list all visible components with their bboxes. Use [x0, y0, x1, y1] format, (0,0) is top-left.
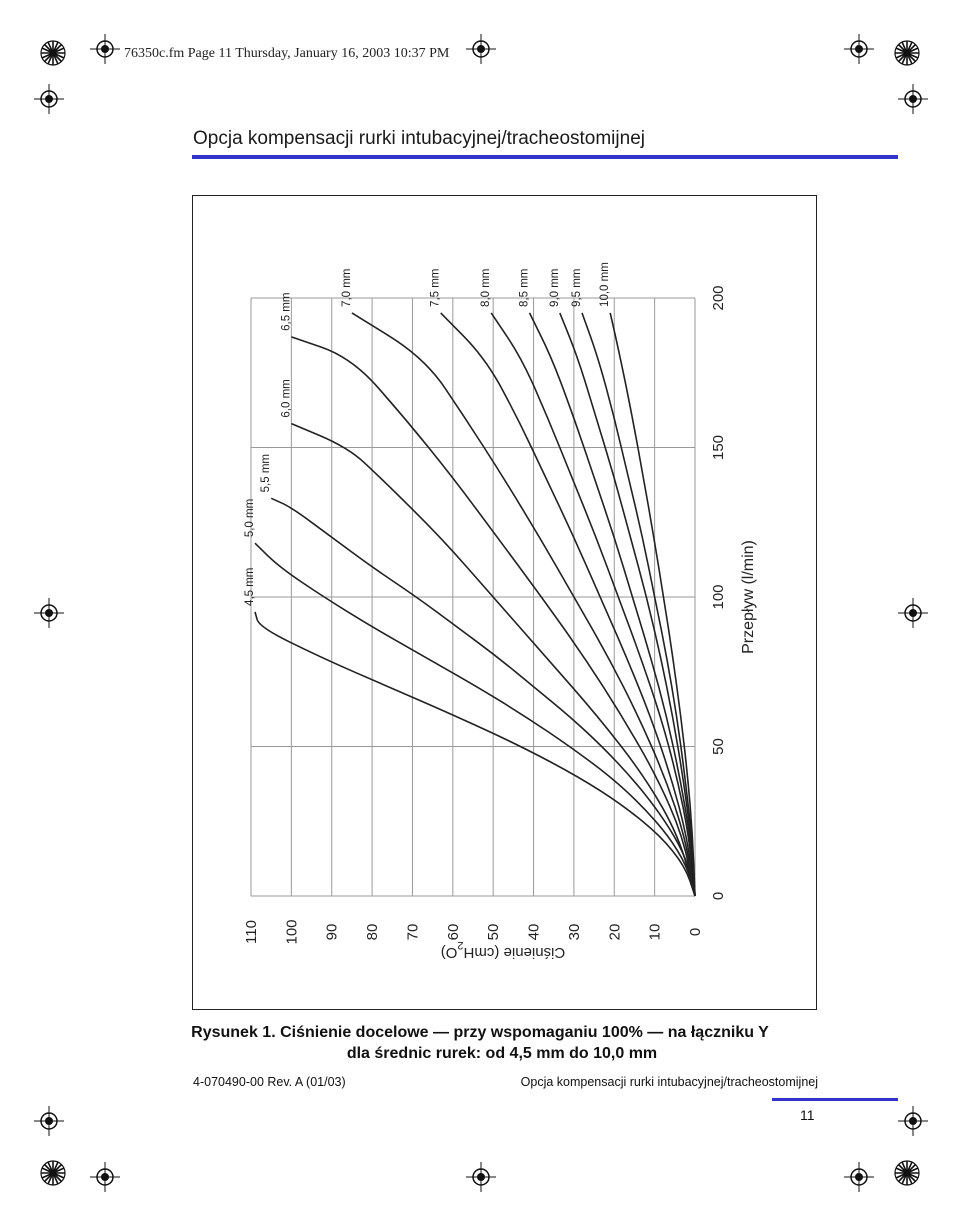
series-label: 9,0 mm [548, 268, 561, 307]
y-tick-label: 40 [525, 923, 543, 941]
y-axis-title: Ciśnienie (cmH$_2$O) [440, 939, 566, 961]
page-header-title: Opcja kompensacji rurki intubacyjnej/tracheostomijnej [193, 128, 645, 149]
series-line [610, 313, 695, 896]
y-tick-label: 10 [646, 923, 664, 941]
x-tick-label: 100 [710, 584, 727, 610]
registration-mark-icon [40, 1160, 66, 1186]
caption-lead: Rysunek 1. [191, 1024, 276, 1041]
series-label: 9,5 mm [570, 268, 583, 307]
y-tick-label: 60 [444, 923, 462, 941]
registration-mark-icon [894, 40, 920, 66]
x-tick-label: 150 [710, 434, 727, 461]
series-label: 7,0 mm [340, 268, 353, 307]
crosshair-mark-icon [898, 598, 928, 628]
y-tick-label: 110 [243, 920, 260, 944]
y-tick-label: 50 [485, 923, 503, 941]
series-label: 8,5 mm [518, 268, 531, 307]
print-slug: 76350c.fm Page 11 Thursday, January 16, 2003 10:37 PM [124, 46, 450, 61]
footer-title: Opcja kompensacji rurki intubacyjnej/tracheostomijnej [520, 1075, 818, 1089]
page-number: 11 [800, 1107, 815, 1123]
series-label: 6,5 mm [280, 292, 293, 331]
figure-caption-line-2: dla średnic rurek: od 4,5 mm do 10,0 mm [346, 1045, 658, 1062]
series-line [582, 313, 695, 896]
series-label: 7,5 mm [429, 268, 442, 307]
x-axis-title: Przepływ (l/min) [740, 540, 757, 654]
figure-caption-line-1 [0, 1024, 960, 1042]
series-label: 10,0 mm [599, 262, 612, 307]
series-line [271, 498, 695, 896]
series-label: 6,0 mm [280, 379, 293, 418]
series-label: 4,5 mm [244, 567, 257, 606]
crosshair-mark-icon [34, 84, 64, 114]
crosshair-mark-icon [466, 1162, 496, 1192]
registration-mark-icon [894, 1160, 920, 1186]
y-tick-label: 70 [404, 923, 422, 941]
series-label: 5,5 mm [260, 453, 273, 493]
y-tick-label: 30 [565, 923, 583, 941]
x-tick-label: 50 [710, 738, 727, 755]
figure-frame [192, 195, 817, 1010]
y-tick-label: 0 [687, 927, 704, 937]
footer-rule [772, 1098, 898, 1101]
y-tick-label: 100 [283, 919, 301, 945]
caption-text: Ciśnienie docelowe — przy wspomaganiu 100% — na łączniku Y [275, 1024, 769, 1041]
y-tick-label: 80 [364, 923, 382, 941]
crosshair-mark-icon [466, 34, 496, 64]
series-line [255, 543, 695, 896]
header-rule [192, 155, 898, 159]
crosshair-mark-icon [844, 34, 874, 64]
crosshair-mark-icon [898, 1106, 928, 1136]
footer-doc-number: 4-070490-00 Rev. A (01/03) [193, 1075, 346, 1089]
y-tick-label: 90 [323, 923, 341, 941]
series-line [255, 612, 695, 896]
crosshair-mark-icon [90, 1162, 120, 1192]
y-tick-label: 20 [606, 923, 624, 941]
x-tick-label: 0 [710, 891, 727, 901]
series-label: 8,0 mm [480, 268, 493, 307]
registration-mark-icon [40, 40, 66, 66]
crosshair-mark-icon [844, 1162, 874, 1192]
x-tick-label: 200 [710, 285, 727, 311]
pressure-flow-chart [193, 196, 815, 1008]
series-label: 5,0 mm [244, 498, 257, 538]
crosshair-mark-icon [90, 34, 120, 64]
crosshair-mark-icon [34, 598, 64, 628]
crosshair-mark-icon [34, 1106, 64, 1136]
crosshair-mark-icon [898, 84, 928, 114]
